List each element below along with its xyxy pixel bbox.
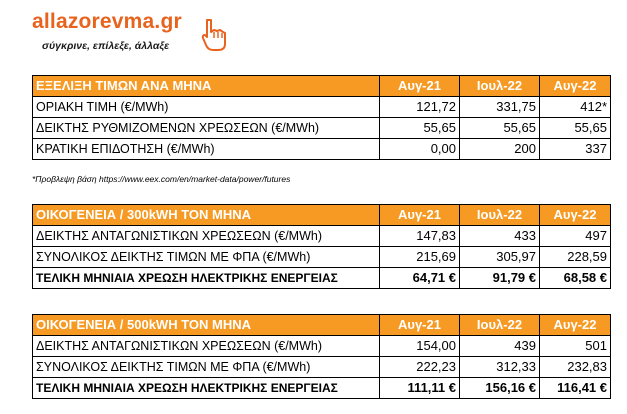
table-header-row [33,205,611,226]
header-title: ΟΙΚΟΓΕΝΕΙΑ / 300kWH ΤΟΝ ΜΗΝΑ [33,205,380,226]
total-value: 111,11 € [380,378,460,399]
cell-value: 439 [460,336,540,357]
cell-value: 501 [540,336,611,357]
header-col: Αυγ-22 [540,205,611,226]
cell-value: 312,33 [460,357,540,378]
total-value: 68,58 € [540,268,611,289]
total-value: 91,79 € [460,268,540,289]
pointing-hand-icon [201,18,229,52]
cell-value: 215,69 [380,247,460,268]
cell-value: 433 [460,226,540,247]
header-col: Αυγ-22 [540,76,611,97]
cell-value: 154,00 [380,336,460,357]
total-label: ΤΕΛΙΚΗ ΜΗΝΙΑΙΑ ΧΡΕΩΣΗ ΗΛΕΚΤΡΙΚΗΣ ΕΝΕΡΓΕΙΑΣ [33,378,380,399]
cell-value: 232,83 [540,357,611,378]
row-label: ΣΥΝΟΛΙΚΟΣ ΔΕΙΚΤΗΣ ΤΙΜΩΝ ΜΕ ΦΠΑ (€/MWh) [33,357,380,378]
family-500kwh-table [32,314,611,399]
table-header-row [33,76,611,97]
row-label: ΚΡΑΤΙΚΗ ΕΠΙΔΟΤΗΣΗ (€/MWh) [33,139,380,160]
header-col: Αυγ-21 [380,315,460,336]
brand-logo [32,10,232,60]
cell-value: 200 [460,139,540,160]
cell-value: 222,23 [380,357,460,378]
cell-value: 147,83 [380,226,460,247]
table-row [33,139,611,160]
total-value: 116,41 € [540,378,611,399]
table-row [33,336,611,357]
cell-value: 55,65 [540,118,611,139]
total-value: 156,16 € [460,378,540,399]
total-value: 64,71 € [380,268,460,289]
header-col: Αυγ-21 [380,76,460,97]
total-row [33,378,611,399]
row-label: ΣΥΝΟΛΙΚΟΣ ΔΕΙΚΤΗΣ ΤΙΜΩΝ ΜΕ ΦΠΑ (€/MWh) [33,247,380,268]
cell-value: 412* [540,97,611,118]
table-row [33,226,611,247]
row-label: ΔΕΙΚΤΗΣ ΑΝΤΑΓΩΝΙΣΤΙΚΩΝ ΧΡΕΩΣΕΩΝ (€/MWh) [33,226,380,247]
header-title: ΟΙΚΟΓΕΝΕΙΑ / 500kWH ΤΟΝ ΜΗΝΑ [33,315,380,336]
cell-value: 228,59 [540,247,611,268]
row-label: ΟΡΙΑΚΗ ΤΙΜΗ (€/MWh) [33,97,380,118]
header-title: ΕΞΕΛΙΞΗ ΤΙΜΩΝ ΑΝΑ ΜΗΝΑ [33,76,380,97]
cell-value: 0,00 [380,139,460,160]
cell-value: 55,65 [460,118,540,139]
header-col: Ιουλ-22 [460,205,540,226]
table-row [33,357,611,378]
logo-title: allazorevma.gr [32,10,182,33]
table-row [33,118,611,139]
cell-value: 337 [540,139,611,160]
header-col: Αυγ-22 [540,315,611,336]
header-col: Ιουλ-22 [460,76,540,97]
table-header-row [33,315,611,336]
footnote: *Προβλεψη βάση https://www.eex.com/en/market-data/power/futures [32,174,291,184]
price-evolution-table [32,75,611,160]
cell-value: 121,72 [380,97,460,118]
cell-value: 331,75 [460,97,540,118]
total-label: ΤΕΛΙΚΗ ΜΗΝΙΑΙΑ ΧΡΕΩΣΗ ΗΛΕΚΤΡΙΚΗΣ ΕΝΕΡΓΕΙΑΣ [33,268,380,289]
row-label: ΔΕΙΚΤΗΣ ΡΥΘΜΙΖΟΜΕΝΩΝ ΧΡΕΩΣΕΩΝ (€/MWh) [33,118,380,139]
header-col: Αυγ-21 [380,205,460,226]
total-row [33,268,611,289]
logo-tagline: σύγκρινε, επίλεξε, άλλαξε [42,40,170,52]
table-row [33,97,611,118]
cell-value: 305,97 [460,247,540,268]
row-label: ΔΕΙΚΤΗΣ ΑΝΤΑΓΩΝΙΣΤΙΚΩΝ ΧΡΕΩΣΕΩΝ (€/MWh) [33,336,380,357]
table-row [33,247,611,268]
cell-value: 55,65 [380,118,460,139]
cell-value: 497 [540,226,611,247]
family-300kwh-table [32,204,611,289]
header-col: Ιουλ-22 [460,315,540,336]
